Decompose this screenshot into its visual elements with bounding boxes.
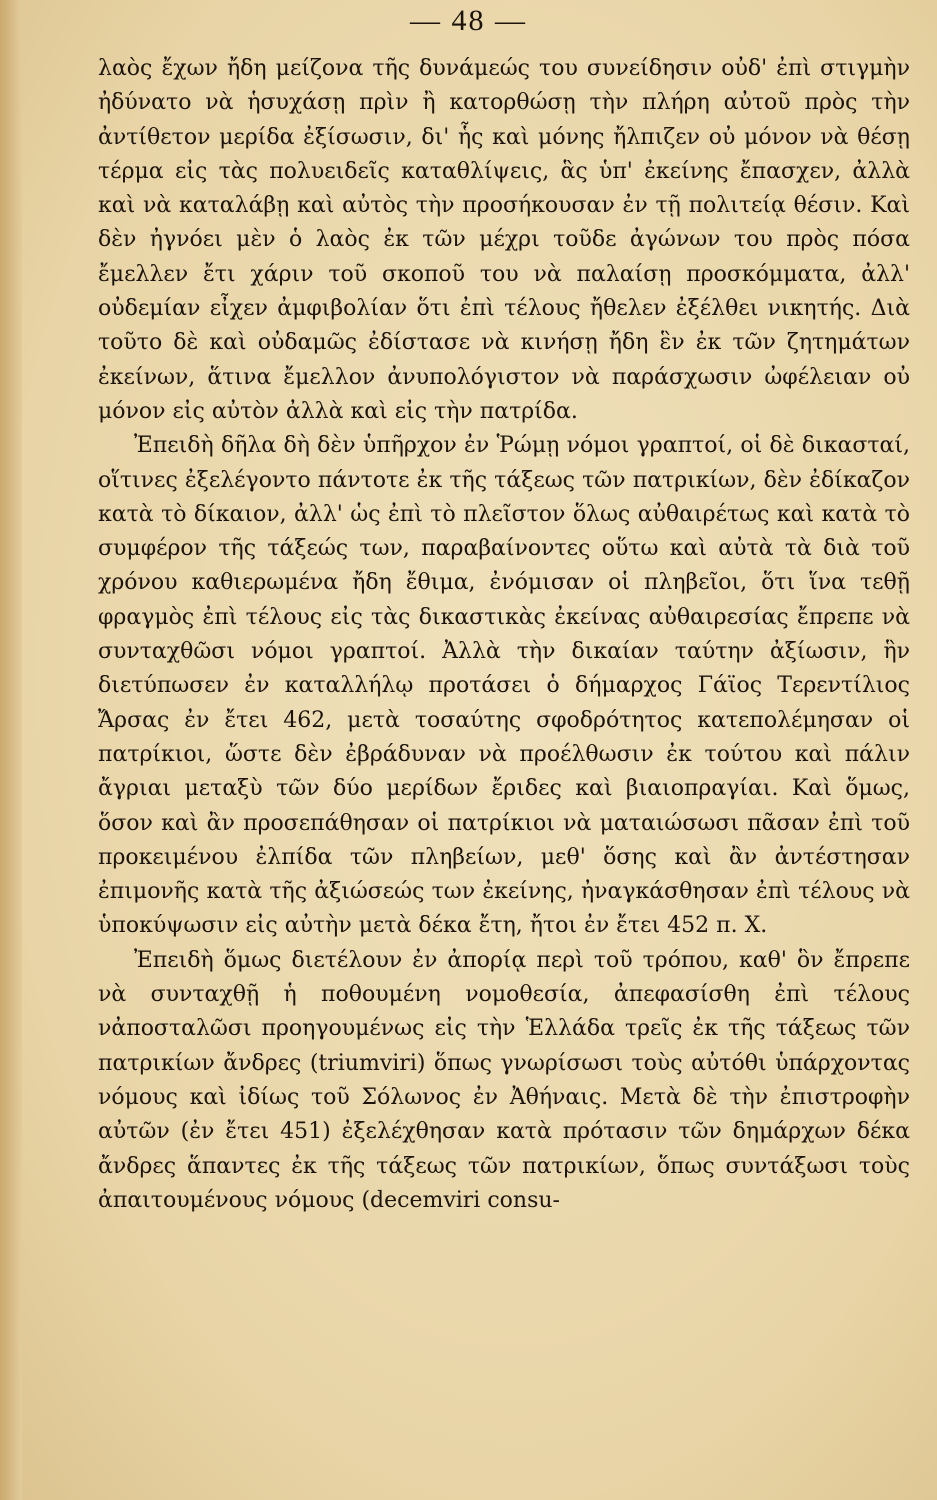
paragraph-3: Ἐπειδὴ ὅμως διετέλουν ἐν ἀπορίᾳ περὶ τοῦ τρόπου, καθ' ὃν ἔπρεπε νὰ συνταχθῇ ἡ ποθουμένη νομοθεσία, ἀπεφασίσθη ἐπὶ τέλους νἀποσταλῶσι προηγουμένως εἰς τὴν Ἑλλάδα τρεῖς ἐκ τῆς τάξεως τῶν πατρικίων ἄνδρες (triumviri) ὅπως γνωρίσωσι τοὺς αὐτόθι ὑπάρχοντας νόμους καὶ ἰδίως τοῦ Σόλωνος ἐν Ἀθήναις. Μετὰ δὲ τὴν ἐπιστροφὴν αὐτῶν (ἐν ἔτει 451) ἐξελέχθησαν κατὰ πρότασιν τῶν δημάρχων δέκα ἄνδρες ἅπαντες ἐκ τῆς τάξεως τῶν πατρικίων, ὅπως συντάξωσι τοὺς ἀπαιτουμένους νόμους (decemviri consu- bbox=[98, 947, 910, 1213]
page-number: — 48 — bbox=[410, 4, 527, 37]
paragraph-1: λαὸς ἔχων ἤδη μείζονα τῆς δυνάμεώς του συνείδησιν οὐδ' ἐπὶ στιγμὴν ἠδύνατο νὰ ἡσυχάσῃ πρὶν ἢ κατορθώσῃ τὴν πλήρη αὐτοῦ πρὸς τὴν ἀντίθετον μερίδα ἐξίσωσιν, δι' ἧς καὶ μόνης ἤλπιζεν οὐ μόνον νὰ θέσῃ τέρμα εἰς τὰς πολυειδεῖς καταθλίψεις, ἃς ὑπ' ἐκείνης ἔπασχεν, ἀλλὰ καὶ νὰ καταλάβῃ καὶ αὐτὸς τὴν προσήκουσαν ἐν τῇ πολιτείᾳ θέσιν. Καὶ δὲν ἠγνόει μὲν ὁ λαὸς ἐκ τῶν μέχρι τοῦδε ἀγώνων του πρὸς πόσα ἔμελλεν ἔτι χάριν τοῦ σκοποῦ του νὰ παλαίσῃ προσκόμματα, ἀλλ' οὐδεμίαν εἶχεν ἀμφιβολίαν ὅτι ἐπὶ τέλους ἤθελεν ἐξέλθει νικητής. Διὰ τοῦτο δὲ καὶ οὐδαμῶς ἐδίστασε νὰ κινήσῃ ἤδη ἓν ἐκ τῶν ζητημάτων ἐκείνων, ἅτινα ἔμελλον ἀνυπολόγιστον νὰ παράσχωσιν ὠφέλειαν οὐ μόνον εἰς αὐτὸν ἀλλὰ καὶ εἰς τὴν πατρίδα. bbox=[98, 56, 910, 424]
page-body bbox=[98, 52, 910, 1218]
page-binding-edge bbox=[0, 0, 22, 1500]
paragraph-2: Ἐπειδὴ δῆλα δὴ δὲν ὑπῆρχον ἐν Ῥώμῃ νόμοι γραπτοί, οἱ δὲ δικασταί, οἵτινες ἐξελέγοντο πάντοτε ἐκ τῆς τάξεως τῶν πατρικίων, δὲν ἐδίκαζον κατὰ τὸ δίκαιον, ἀλλ' ὡς ἐπὶ τὸ πλεῖστον ὅλως αὐθαιρέτως καὶ κατὰ τὸ συμφέρον τῆς τάξεώς των, παραβαίνοντες οὕτω καὶ αὐτὰ τὰ διὰ τοῦ χρόνου καθιερωμένα ἤδη ἔθιμα, ἐνόμισαν οἱ πληβεῖοι, ὅτι ἵνα τεθῇ φραγμὸς ἐπὶ τέλους εἰς τὰς δικαστικὰς ἐκείνας αὐθαιρεσίας ἔπρεπε νὰ συνταχθῶσι νόμοι γραπτοί. Ἀλλὰ τὴν δικαίαν ταύτην ἀξίωσιν, ἣν διετύπωσεν ἐν καταλλήλῳ προτάσει ὁ δήμαρχος Γάϊος Τερεντίλιος Ἄρσας ἐν ἔτει 462, μετὰ τοσαύτης σφοδρότητος κατεπολέμησαν οἱ πατρίκιοι, ὥστε δὲν ἐβράδυναν νὰ προέλθωσιν ἐκ τούτου καὶ πάλιν ἄγριαι μεταξὺ τῶν δύο μερίδων ἔριδες καὶ βιαιοπραγίαι. Καὶ ὅμως, ὅσον καὶ ἂν προσεπάθησαν οἱ πατρίκιοι νὰ ματαιώσωσι πᾶσαν ἐπὶ τοῦ προκειμένου ἐλπίδα τῶν πληβείων, μεθ' ὅσης καὶ ἂν ἀντέστησαν ἐπιμονῆς κατὰ τῆς ἀξιώσεώς των ἐκείνης, ἠναγκάσθησαν ἐπὶ τέλους νὰ ὑποκύψωσιν εἰς αὐτὴν μετὰ δέκα ἔτη, ἤτοι ἐν ἔτει 452 π. Χ. bbox=[98, 433, 910, 939]
